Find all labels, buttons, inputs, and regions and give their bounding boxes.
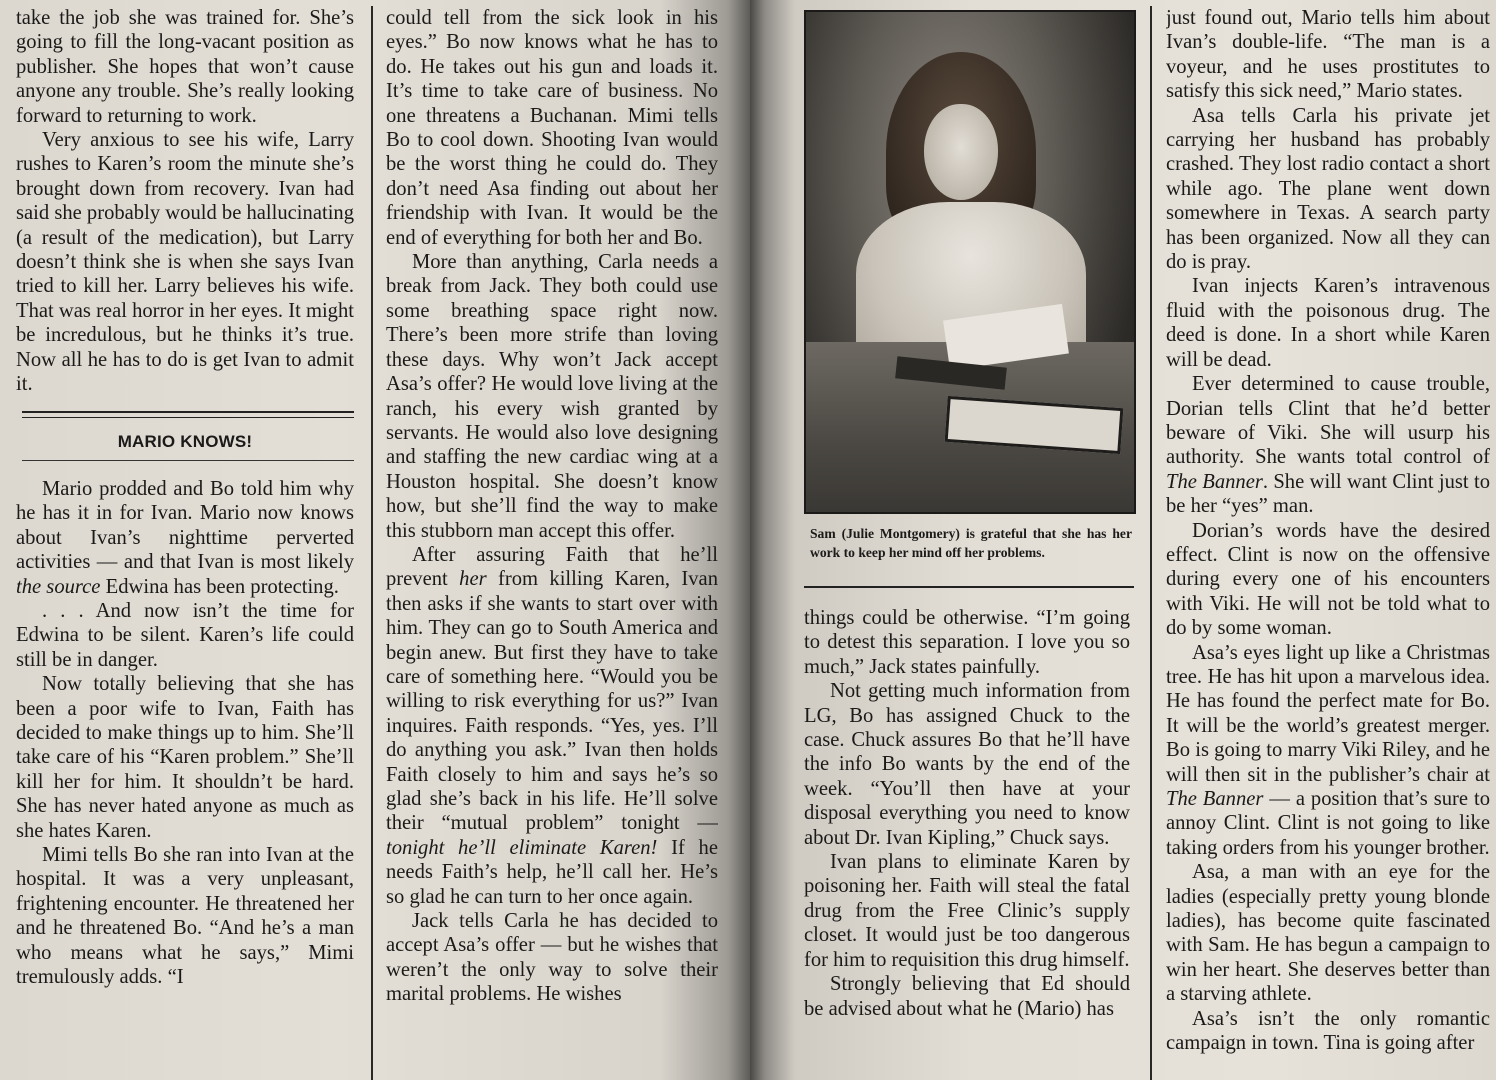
section-divider: [22, 411, 354, 418]
text-span: . She will want Clint just to be her “yes” man.: [1166, 470, 1490, 518]
paragraph: Ivan plans to eliminate Karen by poisoning her. Faith will steal the fatal drug from the Free Clinic’s supply closet. It would just be too dangerous for him to requisition this drug himself.: [804, 851, 1130, 971]
text-span: Edwina has been protecting.: [105, 575, 339, 598]
left-page-column-2: [386, 6, 718, 1080]
section-heading: MARIO KNOWS!: [117, 431, 253, 451]
right-page-column-2: [1166, 6, 1490, 1080]
paragraph: More than anything, Carla needs a break from Jack. They both could use some breathing space right now. There’s been more strife than loving these days. Why won’t Jack accept Asa’s offer? He would love living at the ranch, his every wish granted by servants. He would also love designing and staffing the new cardiac wing at a Houston hospital. She doesn’t know how, but she’ll find the way to make this stubborn man accept this offer.: [386, 251, 718, 542]
paragraph: Very anxious to see his wife, Larry rushes to Karen’s room the minute she’s brought down from recovery. Ivan had said she probably would be hallucinating (a result of the medication), but Larry doesn’t think she is when she says Ivan tried to kill her. Larry believes his wife. That was real horror in her eyes. It might be incredulous, but he thinks it’s true. Now all he has to do is get Ivan to admit it.: [16, 129, 354, 396]
right-page-column-1: [804, 606, 1130, 1076]
paragraph: Now totally believing that she has been a poor wife to Ivan, Faith has decided to make things up to him. She’ll take care of his “Karen problem.” She’ll kill her for him. It shouldn’t be hard. She has never hated anyone as much as she hates Karen.: [16, 673, 354, 842]
right-page: [750, 0, 1496, 1080]
paragraph: Not getting much information from LG, Bo has assigned Chuck to the case. Chuck assures Bo that he’ll have the info Bo wants by the end of the week. “You’ll then have at your disposal everything you need to know about Dr. Ivan Kipling,” Chuck says.: [804, 680, 1130, 849]
text-span: After assuring Faith that he’ll prevent: [386, 543, 718, 591]
italic-text: her: [459, 568, 487, 591]
text-span: Ever determined to cause trouble, Dorian tells Clint that he’d better beware of Viki. She will usurp his authority. She wants total control of: [1166, 373, 1490, 469]
paragraph: Mimi tells Bo she ran into Ivan at the hospital. It was a very unpleasant, frightening encounter. He threatened her and he threatened Bo. “And he’s a man who means what he says,” Mimi tremulously adds. “I: [16, 844, 354, 989]
text-span: from killing Karen, Ivan then asks if she wants to start over with him. They can go to South America and begin anew. But first they have to take care of something here. “Would you be willing to risk everything for us?” Ivan inquires. Faith responds. “Yes, yes. I’ll do anything you ask.” Ivan then holds Faith closely to him and says he’s so glad she’s back in his life. He’ll solve their “mutual problem” tonight —: [386, 568, 718, 835]
paragraph: Dorian’s words have the desired effect. Clint is now on the offensive during every one of his encounters with Viki. He will not be told what to do by some woman.: [1166, 519, 1490, 640]
paragraph: [386, 543, 718, 909]
text-span: — a position that’s sure to annoy Clint. Clint is not going to like taking orders from his younger brother.: [1166, 788, 1490, 859]
paragraph: Jack tells Carla he has decided to accept Asa’s offer — but he wishes that weren’t the only way to solve their marital problems. He wishes: [386, 910, 718, 1006]
paragraph: Asa tells Carla his private jet carrying her husband has probably crashed. They lost radio contact a short while ago. The plane went down somewhere in Texas. A search party has been organized. Now all they can do is pray.: [1166, 104, 1490, 274]
paragraph: Asa, a man with an eye for the ladies (especially pretty young blonde ladies), has become quite fascinated with Sam. He has begun a campaign to win her heart. She deserves better than a starving athlete.: [1166, 861, 1490, 1006]
paragraph: Strongly believing that Ed should be advised about what he (Mario) has: [804, 973, 1130, 1020]
italic-text: tonight he’ll eliminate Karen!: [386, 836, 658, 859]
left-page-column-1: [16, 6, 354, 1080]
paragraph: [1166, 372, 1490, 518]
caption-rule: [804, 586, 1134, 588]
paragraph: things could be otherwise. “I’m going to detest this separation. I love you so much,” Jack states painfully.: [804, 607, 1130, 678]
paragraph: Ivan injects Karen’s intravenous fluid with the poisonous drug. The deed is done. In a short while Karen will be dead.: [1166, 275, 1490, 371]
paragraph: Asa’s isn’t the only romantic campaign in town. Tina is going after: [1166, 1007, 1490, 1055]
italic-text: The Banner: [1166, 788, 1264, 810]
text-span: Mario prodded and Bo told him why he has it in for Ivan. Mario now knows about Ivan’s nighttime perverted activities — and that Ivan is most likely: [16, 477, 354, 574]
paragraph: [1166, 641, 1490, 861]
section-heading-rule: [22, 460, 354, 461]
column-divider: [371, 6, 373, 1080]
text-span: Asa’s eyes light up like a Christmas tree. He has hit upon a marvelous idea. He has found the perfect mate for Bo. It will be the world’s greatest merger. Bo is going to marry Viki Riley, and he will then sit in the publisher’s chair at: [1166, 641, 1490, 786]
paragraph: just found out, Mario tells him about Ivan’s double-life. “The man is a voyeur, and he uses prostitutes to satisfy this sick need,” Mario states.: [1166, 7, 1490, 103]
photo-caption: Sam (Julie Montgomery) is grateful that she has her work to keep her mind off her problems.: [810, 526, 1132, 560]
italic-text: The Banner: [1166, 470, 1263, 493]
paragraph: could tell from the sick look in his eyes.” Bo now knows what he has to do. He takes out his gun and loads it. It’s time to take care of business. No one threatens a Buchanan. Mimi tells Bo to cool down. Shooting Ivan would be the worst thing he could do. They don’t need Asa finding out about her friendship with Ivan. It would be the end of everything for both her and Bo.: [386, 7, 718, 249]
paragraph: . . . And now isn’t the time for Edwina to be silent. Karen’s life could still be in danger.: [16, 599, 354, 671]
paragraph: take the job she was trained for. She’s going to fill the long-vacant position as publisher. She hopes that won’t cause anyone any trouble. She’s really looking forward to returning to work.: [16, 7, 354, 127]
italic-text: the source: [16, 575, 101, 598]
paragraph: [16, 477, 354, 599]
photo-frame: [804, 10, 1136, 514]
column-divider: [1150, 6, 1152, 1080]
text-span: If he needs Faith’s help, he’ll call her. He’s so glad he can turn to her once again.: [386, 836, 718, 908]
